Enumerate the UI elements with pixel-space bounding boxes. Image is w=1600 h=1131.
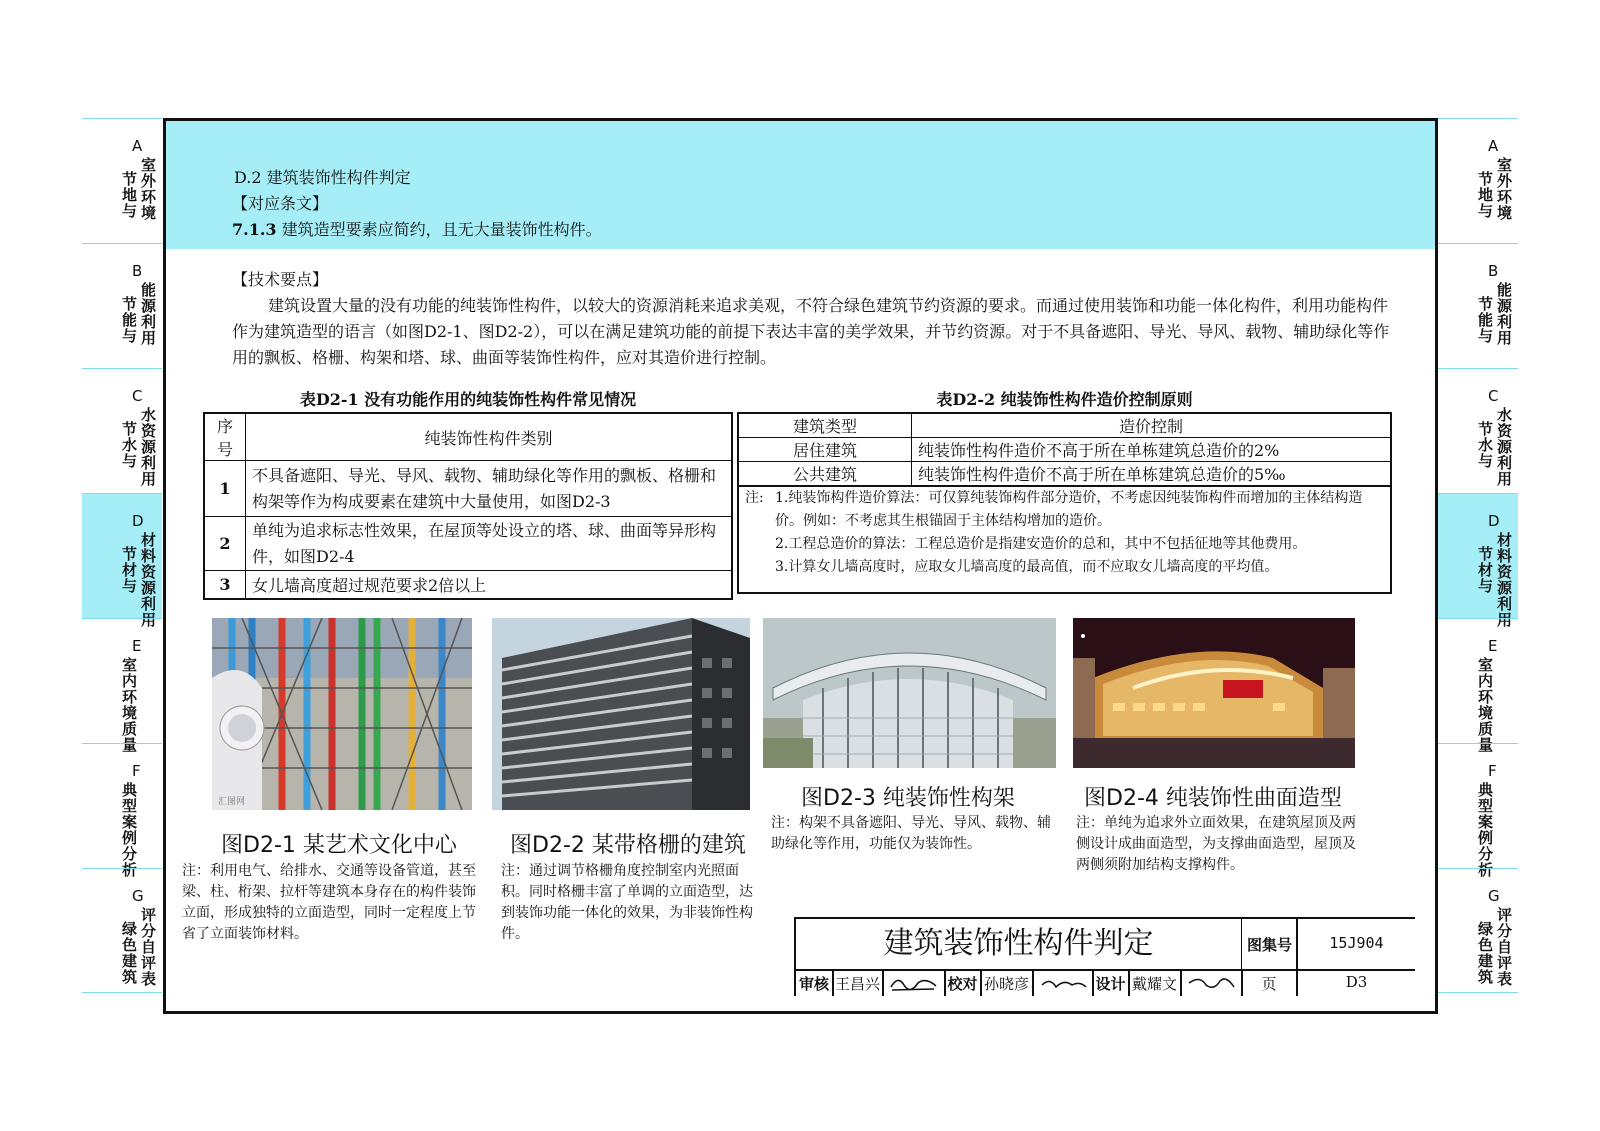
note-item: 3.计算女儿墙高度时，应取女儿墙高度的最高值，而不应取女儿墙高度的平均值。: [775, 559, 1279, 575]
table1-caption: 表D2-1 没有功能作用的纯装饰性构件常见情况: [299, 390, 637, 409]
section-tab-subtitle: 绿色建筑: [1478, 920, 1494, 986]
section-heading: D.2 建筑装饰性构件判定: [234, 168, 411, 187]
section-tab-subtitle: 绿色建筑: [122, 920, 138, 986]
section-tab-title: 室内环境质量: [122, 656, 138, 754]
table1-row-no: 3: [204, 571, 246, 599]
section-tab-subtitle: 节水与: [122, 420, 138, 470]
section-tab-f[interactable]: [82, 743, 162, 879]
figure1-caption: 图D2-1 某艺术文化中心: [221, 833, 457, 858]
section-tab-letter: E: [132, 637, 142, 655]
section-tab-f[interactable]: [1438, 743, 1518, 879]
table2-row-type: 公共建筑: [738, 462, 912, 487]
section-tab-g[interactable]: [1438, 868, 1518, 993]
check-label: 校对: [947, 975, 978, 993]
photo-louver-building: [492, 618, 750, 810]
designer-name: 戴耀文: [1131, 975, 1177, 993]
checker-name: 孙晓彦: [983, 975, 1029, 993]
table1-header-no: 序号: [204, 413, 246, 461]
table2-row-rule: 纯装饰性构件造价不高于所在单栋建筑总造价的5‰: [912, 462, 1392, 487]
section-tab-letter: E: [1488, 637, 1498, 655]
section-tab-title: 能源利用: [1497, 281, 1513, 347]
section-tab-e[interactable]: [1438, 618, 1518, 754]
clause-text: 建筑造型要素应简约，且无大量装饰性构件。: [281, 220, 602, 239]
figure4-caption: 图D2-4 纯装饰性曲面造型: [1084, 786, 1342, 811]
reviewer-signature: [888, 973, 940, 993]
table1-row-no: 1: [204, 461, 246, 517]
section-tab-letter: C: [132, 387, 143, 405]
checker-signature: [1038, 973, 1090, 993]
section-tab-title: 室外环境: [1497, 156, 1513, 222]
reviewer-name: 王昌兴: [834, 975, 880, 993]
section-tab-title: 室内环境质量: [1478, 656, 1494, 754]
page-number: D3: [1345, 973, 1368, 991]
table1-header-type: 纯装饰性构件类别: [246, 413, 733, 461]
section-tab-letter: A: [1488, 137, 1499, 155]
section-tab-c[interactable]: [82, 368, 162, 493]
table2-row-rule: 纯装饰性构件造价不高于所在单栋建筑总造价的2%: [912, 438, 1392, 462]
figure2-note: 注：通过调节格栅角度控制室内光照面积。同时格栅丰富了单调的立面造型，达到装饰功能一体化的效果，为非装饰性构件。: [501, 863, 753, 942]
section-tab-title: 室外环境: [141, 156, 157, 222]
section-tab-subtitle: 节地与: [1478, 170, 1494, 220]
figure3-note: 注：构架不具备遮阳、导光、导风、载物、辅助绿化等作用，功能仅为装饰性。: [771, 815, 1051, 852]
section-tab-a[interactable]: [1438, 118, 1518, 243]
designer-signature: [1186, 973, 1238, 993]
figure2-caption: 图D2-2 某带格栅的建筑: [510, 833, 746, 858]
section-tab-d[interactable]: [1438, 493, 1518, 629]
section-tab-title: 典型案例分析: [122, 781, 138, 879]
review-label: 审核: [798, 975, 829, 993]
tech-paragraph: 建筑设置大量的没有功能的纯装饰性构件，以较大的资源消耗来追求美观，不符合绿色建筑节约资源的要求。而通过使用装饰和功能一体化构件，利用功能构件作为建筑造型的语言（如图D2-1、图D2-2），可以在满足建筑功能的前提下表达丰富的美学效果，并节约资源。对于不具备遮阳、导光、导风、载物、辅助绿化等作用的飘板、格栅、构架和塔、球、曲面等装饰性构件，应对其造价进行控制。: [232, 296, 1390, 367]
table2-row-type: 居住建筑: [738, 438, 912, 462]
photo-louver-building-image: [492, 618, 750, 810]
photo-decorative-frame-image: [763, 618, 1056, 768]
section-tab-letter: F: [1488, 762, 1497, 780]
table2-notes: [737, 485, 1392, 594]
design-label: 设计: [1095, 975, 1126, 993]
section-tab-subtitle: 节材与: [1478, 545, 1494, 595]
clause-number: 7.1.3: [232, 220, 277, 239]
section-tab-letter: D: [132, 512, 144, 530]
tech-heading: 【技术要点】: [232, 270, 329, 289]
photo-watermark: 汇图网: [218, 797, 246, 807]
section-tab-b[interactable]: [82, 243, 162, 368]
table1-row-text: 不具备遮阳、导光、导风、载物、辅助绿化等作用的飘板、格栅和构架等作为构成要素在建筑中大量使用，如图D2-3: [246, 461, 733, 517]
atlas-number: 15J904: [1329, 934, 1384, 952]
section-tab-title: 能源利用: [141, 281, 157, 347]
figure4-note: 注：单纯为追求外立面效果，在建筑屋顶及两侧设计成曲面造型，为支撑曲面造型，屋顶及两侧须附加结构支撑构件。: [1076, 815, 1356, 873]
table2-header-type: 建筑类型: [738, 413, 912, 438]
section-tab-b[interactable]: [1438, 243, 1518, 368]
section-tab-subtitle: 节能与: [122, 295, 138, 345]
table-decorative-cases: [203, 412, 733, 600]
title-block: [794, 917, 1415, 996]
figure1-note: 注：利用电气、给排水、交通等设备管道，甚至梁、柱、桁架、拉杆等建筑本身存在的构件装饰立面，形成独特的立面造型，同时一定程度上节省了立面装饰材料。: [182, 863, 476, 942]
drawing-title: 建筑装饰性构件判定: [796, 919, 1242, 969]
atlas-label: 图集号: [1246, 936, 1292, 954]
page-label: 页: [1261, 975, 1277, 993]
section-tab-subtitle: 节地与: [122, 170, 138, 220]
section-tab-a[interactable]: [82, 118, 162, 243]
note-item: 1.纯装饰构件造价算法：可仅算纯装饰构件部分造价，不考虑因纯装饰构件而增加的主体结构造价。例如：不考虑其生根锚固于主体结构增加的造价。: [775, 490, 1363, 529]
section-tab-subtitle: 节材与: [122, 545, 138, 595]
section-tab-letter: G: [1488, 887, 1500, 905]
table-cost-control: [737, 412, 1392, 487]
table2-header-rule: 造价控制: [912, 413, 1392, 438]
photo-art-center: [212, 618, 472, 810]
photo-curved-facade: [1073, 618, 1355, 768]
section-tab-letter: D: [1488, 512, 1500, 530]
table1-row-no: 2: [204, 517, 246, 571]
section-tab-title: 材料资源利用: [1497, 531, 1513, 629]
photo-decorative-frame: [763, 618, 1056, 768]
section-tab-e[interactable]: [82, 618, 162, 754]
section-tab-c[interactable]: [1438, 368, 1518, 493]
clause-heading: 【对应条文】: [232, 194, 329, 213]
left-section-nav: [82, 118, 162, 993]
section-tab-letter: B: [1488, 262, 1499, 280]
section-tab-subtitle: 节水与: [1478, 420, 1494, 470]
table2-caption: 表D2-2 纯装饰性构件造价控制原则: [936, 390, 1193, 409]
section-tab-title: 评分自评表: [141, 906, 157, 988]
section-tab-letter: A: [132, 137, 143, 155]
section-tab-letter: F: [132, 762, 141, 780]
section-tab-subtitle: 节能与: [1478, 295, 1494, 345]
drawing-frame: [163, 118, 1438, 1014]
photo-curved-facade-image: [1073, 618, 1355, 768]
table1-row-text: 单纯为追求标志性效果，在屋顶等处设立的塔、球、曲面等异形构件，如图D2-4: [246, 517, 733, 571]
right-section-nav: [1438, 118, 1518, 993]
section-tab-g[interactable]: [82, 868, 162, 993]
section-tab-title: 材料资源利用: [141, 531, 157, 629]
clause-line: [232, 217, 602, 243]
section-tab-letter: B: [132, 262, 143, 280]
table1-row-text: 女儿墙高度超过规范要求2倍以上: [246, 571, 733, 599]
note-item: 2.工程总造价的算法：工程总造价是指建安造价的总和，其中不包括征地等其他费用。: [775, 536, 1307, 552]
section-tab-title: 水资源利用: [141, 406, 157, 488]
section-tab-title: 典型案例分析: [1478, 781, 1494, 879]
section-tab-letter: G: [132, 887, 144, 905]
section-tab-d[interactable]: [82, 493, 162, 629]
notes-label: 注:: [745, 490, 764, 506]
figure3-caption: 图D2-3 纯装饰性构架: [801, 786, 1015, 811]
section-tab-letter: C: [1488, 387, 1499, 405]
photo-art-center-image: [212, 618, 472, 810]
section-tab-title: 水资源利用: [1497, 406, 1513, 488]
section-tab-title: 评分自评表: [1497, 906, 1513, 988]
